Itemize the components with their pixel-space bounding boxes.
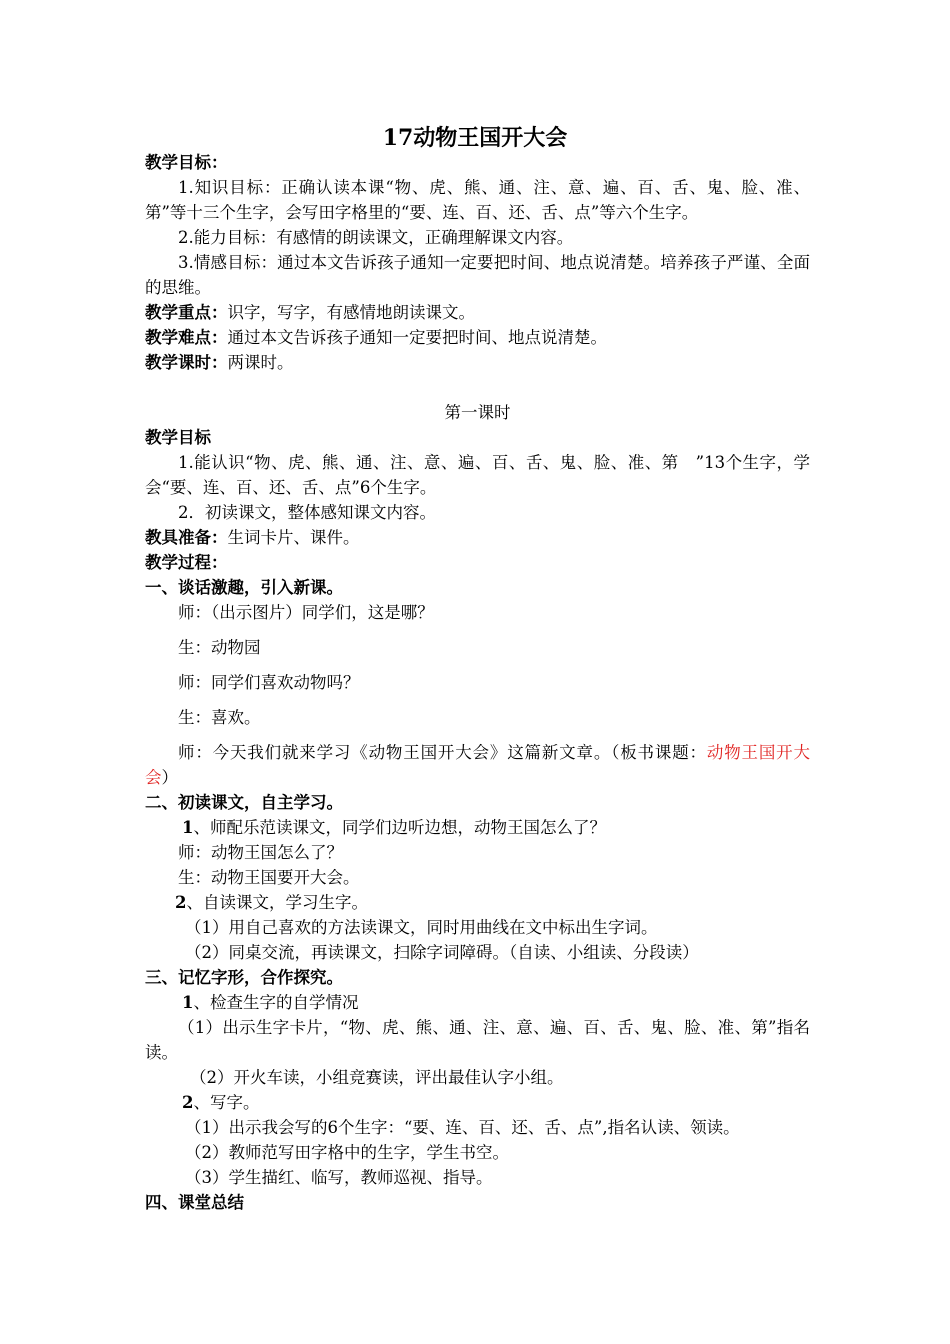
goal-item: 2.能力目标：有感情的朗读课文，正确理解课文内容。 bbox=[178, 228, 574, 247]
dialogue-text: 师：今天我们就来学习《动物王国开大会》这篇新文章。（板书课题： bbox=[178, 743, 707, 762]
sub-step: （2）教师范写田字格中的生字，学生书空。 bbox=[185, 1143, 509, 1162]
hours-text: 两课时。 bbox=[227, 353, 294, 372]
tools-label: 教具准备： bbox=[145, 528, 228, 547]
board-title: 动物王国开大会 bbox=[145, 743, 811, 787]
goal-item: 1.知识目标：正确认读本课“物、虎、熊、通、注、意、遍、百、舌、鬼、脸、准、第”等十三个生字，会写田字格里的“要、连、百、还、舌、点”等六个生字。 bbox=[145, 178, 810, 222]
step-number: 1 bbox=[182, 993, 194, 1012]
step-text: 、师配乐范读课文，同学们边听边想，动物王国怎么了？ bbox=[193, 818, 606, 837]
lesson-goals-label: 教学目标 bbox=[145, 428, 211, 447]
difficulties bbox=[145, 325, 810, 350]
key-points bbox=[145, 300, 810, 325]
sub-step: （1）出示我会写的6个生字：“要、连、百、还、舌、点”,指名认读、领读。 bbox=[185, 1118, 740, 1137]
step-number: 2 bbox=[182, 1093, 194, 1112]
section-heading: 三、记忆字形，合作探究。 bbox=[145, 968, 343, 987]
dialogue-text: ） bbox=[161, 768, 178, 787]
hours bbox=[145, 350, 810, 375]
step-number: 2 bbox=[175, 893, 187, 912]
dialogue-line bbox=[145, 740, 810, 790]
tools-text: 生词卡片、课件。 bbox=[227, 528, 360, 547]
sub-step: （3）学生描红、临写，教师巡视、指导。 bbox=[185, 1168, 493, 1187]
lesson-goal: 1.能认识“物、虎、熊、通、注、意、遍、百、舌、鬼、脸、准、第 ”13个生字，学会“要、连、百、还、舌、点”6个生字。 bbox=[145, 453, 810, 497]
step-number: 1 bbox=[182, 818, 194, 837]
process-label: 教学过程： bbox=[145, 553, 228, 572]
sub-step: （2）同桌交流，再读课文，扫除字词障碍。（自读、小组读、分段读） bbox=[185, 943, 699, 962]
dialogue-line: 师：（出示图片）同学们，这是哪？ bbox=[178, 603, 434, 622]
hours-label: 教学课时： bbox=[145, 353, 228, 372]
section-heading: 一、谈话激趣，引入新课。 bbox=[145, 578, 343, 597]
sub-step: （1）用自己喜欢的方法读课文，同时用曲线在文中标出生字词。 bbox=[185, 918, 658, 937]
difficulties-label: 教学难点： bbox=[145, 328, 228, 347]
goal-item: 3.情感目标：通过本文告诉孩子通知一定要把时间、地点说清楚。培养孩子严谨、全面的思维。 bbox=[145, 253, 810, 297]
sub-step: （1）出示生字卡片，“物、虎、熊、通、注、意、遍、百、舌、鬼、脸、准、第”指名读。 bbox=[145, 1018, 810, 1062]
section-heading: 四、课堂总结 bbox=[145, 1193, 244, 1212]
document-body bbox=[145, 150, 810, 1215]
difficulties-text: 通过本文告诉孩子通知一定要把时间、地点说清楚。 bbox=[227, 328, 607, 347]
dialogue-line: 生：动物园 bbox=[178, 638, 261, 657]
step-text: 、检查生字的自学情况 bbox=[193, 993, 359, 1012]
step-line bbox=[145, 890, 810, 915]
dialogue-line: 生：喜欢。 bbox=[178, 708, 261, 727]
dialogue-line: 师：同学们喜欢动物吗？ bbox=[178, 673, 360, 692]
lesson-heading: 第一课时 bbox=[444, 403, 511, 422]
section-heading: 二、初读课文，自主学习。 bbox=[145, 793, 343, 812]
step-line bbox=[145, 1090, 810, 1115]
lesson-goal: 2．初读课文，整体感知课文内容。 bbox=[178, 503, 436, 522]
step-text: 、自读课文，学习生字。 bbox=[186, 893, 368, 912]
dialogue-line: 师：动物王国怎么了？ bbox=[178, 843, 343, 862]
key-points-text: 识字，写字，有感情地朗读课文。 bbox=[227, 303, 475, 322]
dialogue-line: 生：动物王国要开大会。 bbox=[178, 868, 360, 887]
step-line bbox=[145, 990, 810, 1015]
tools bbox=[145, 525, 810, 550]
key-points-label: 教学重点： bbox=[145, 303, 228, 322]
step-line bbox=[145, 815, 810, 840]
sub-step: （2）开火车读，小组竞赛读，评出最佳认字小组。 bbox=[190, 1068, 564, 1087]
step-text: 、写字。 bbox=[193, 1093, 260, 1112]
goals-label: 教学目标： bbox=[145, 153, 228, 172]
document-title: 17动物王国开大会 bbox=[382, 125, 568, 151]
